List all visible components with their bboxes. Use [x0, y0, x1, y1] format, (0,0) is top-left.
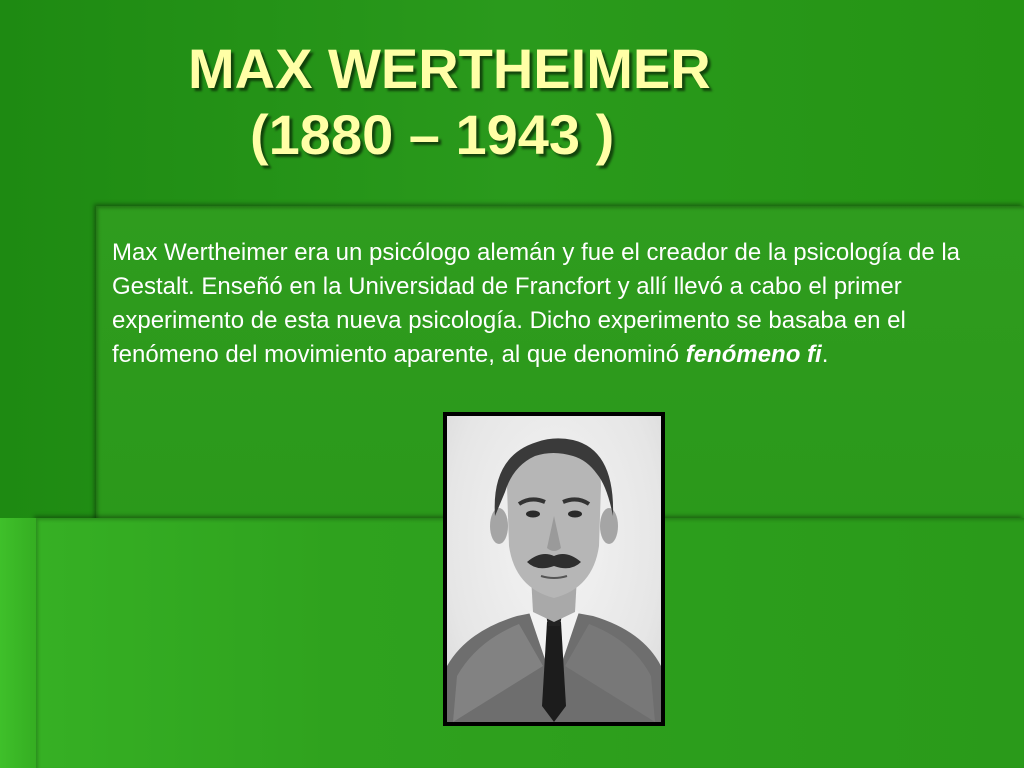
- portrait-illustration: [447, 416, 661, 722]
- decorative-panel-edge: [0, 518, 36, 768]
- portrait-frame: [443, 412, 665, 726]
- title-dates: (1880 – 1943 ): [250, 103, 615, 166]
- body-paragraph: [112, 236, 992, 372]
- body-text-emphasis: fenómeno fi: [685, 341, 822, 368]
- portrait-photo: [447, 416, 661, 722]
- title-name: MAX WERTHEIMER: [188, 37, 711, 100]
- slide-title: [0, 36, 1024, 168]
- body-text-main: Max Wertheimer era un psicólogo alemán y fue el creador de la psicología de la Gestalt. Enseñó en la Universidad de Francfort y allí llevó a cabo el primer experimento de esta nueva psicología. Dicho experimento se basaba en el fenómeno del movimiento aparente, al que denominó: [112, 239, 961, 368]
- body-text-end: .: [821, 341, 829, 368]
